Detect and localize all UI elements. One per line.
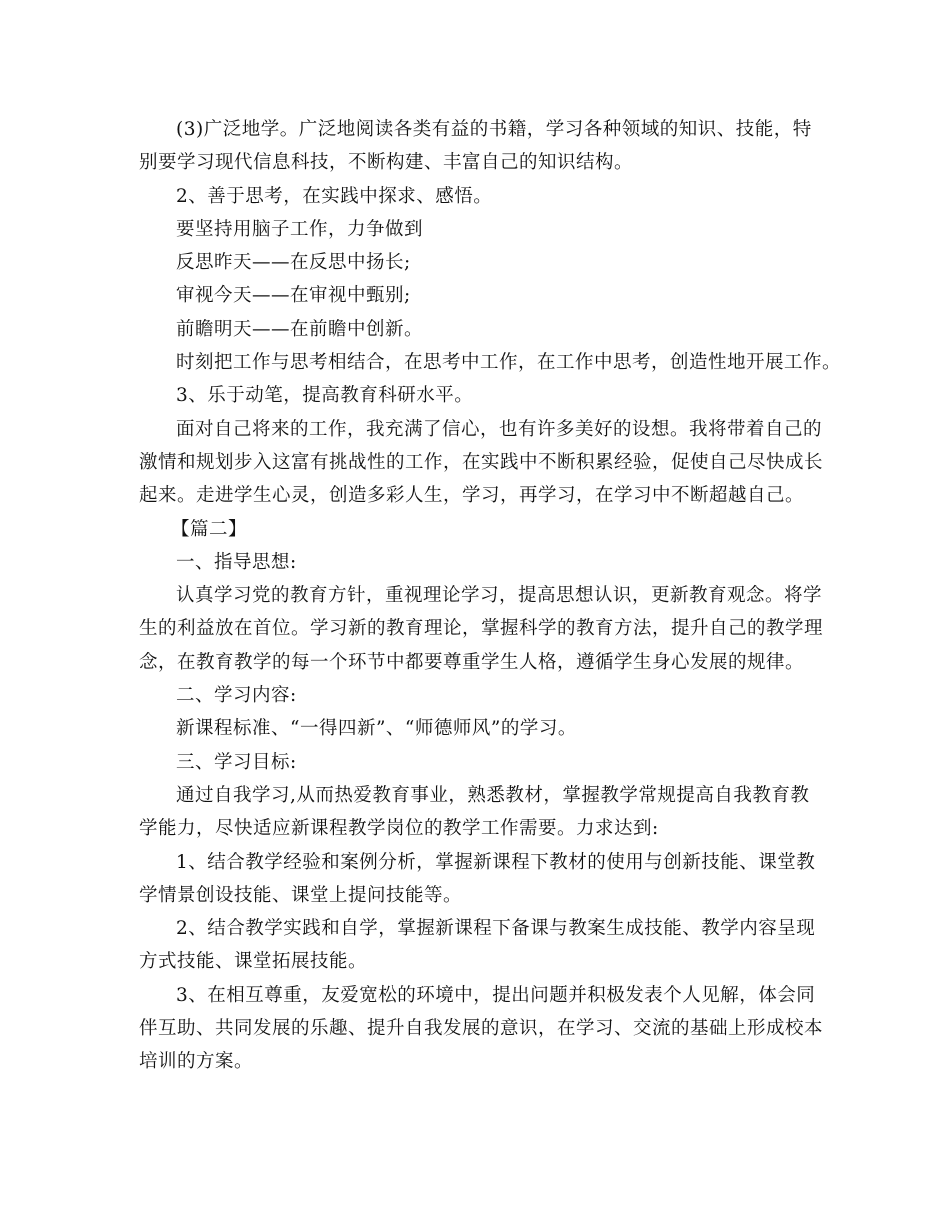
paragraph-line: 前瞻明天——在前瞻中创新。 — [176, 318, 424, 340]
section-heading: 【篇二】 — [171, 518, 248, 540]
paragraph-line: 反思昨天——在反思中扬长; — [176, 252, 411, 274]
paragraph-line: (3)广泛地学。广泛地阅读各类有益的书籍，学习各种领域的知识、技能，特 — [176, 119, 812, 140]
paragraph-line: 学能力，尽快适应新课程教学岗位的教学工作需要。力求达到: — [139, 818, 659, 840]
section-title: 二、学习内容: — [176, 685, 297, 707]
paragraph-line: 新课程标准、“一得四新”、“师德师风”的学习。 — [176, 718, 577, 740]
paragraph-line: 2、结合教学实践和自学，掌握新课程下备课与教案生成技能、教学内容呈现 — [176, 918, 816, 940]
paragraph-line: 3、在相互尊重，友爱宽松的环境中，提出问题并积极发表个人见解，体会同 — [176, 984, 816, 1006]
paragraph-line: 念，在教育教学的每一个环节中都要尊重学生人格，遵循学生身心发展的规律。 — [139, 651, 805, 673]
paragraph-line: 要坚持用脑子工作，力争做到 — [176, 218, 424, 240]
paragraph-line: 时刻把工作与思考相结合，在思考中工作，在工作中思考，创造性地开展工作。 — [176, 352, 842, 374]
paragraph-line: 3、乐于动笔，提高教育科研水平。 — [176, 385, 474, 407]
paragraph-line: 起来。走进学生心灵，创造多彩人生，学习，再学习，在学习中不断超越自己。 — [139, 485, 805, 507]
section-title: 三、学习目标: — [176, 751, 297, 773]
document-body — [139, 113, 842, 1079]
paragraph-line: 2、善于思考，在实践中探求、感悟。 — [176, 185, 493, 207]
paragraph-line: 学情景创设技能、课堂上提问技能等。 — [139, 884, 463, 906]
section-title: 一、指导思想: — [176, 551, 297, 573]
paragraph-line: 通过自我学习,从而热爱教育事业，熟悉教材，掌握教学常规提高自我教育教 — [176, 784, 810, 806]
paragraph-line: 面对自己将来的工作，我充满了信心，也有许多美好的设想。我将带着自己的 — [176, 418, 823, 440]
paragraph-line: 激情和规划步入这富有挑战性的工作，在实践中不断积累经验，促使自己尽快成长 — [139, 451, 824, 473]
paragraph-line: 1、结合教学经验和案例分析，掌握新课程下教材的使用与创新技能、课堂教 — [176, 851, 816, 873]
paragraph-line: 方式技能、课堂拓展技能。 — [139, 951, 368, 973]
paragraph-line: 审视今天——在审视中甄别; — [176, 285, 411, 307]
paragraph-line: 伴互助、共同发展的乐趣、提升自我发展的意识，在学习、交流的基础上形成校本 — [139, 1018, 824, 1040]
paragraph-line: 认真学习党的教育方针，重视理论学习，提高思想认识，更新教育观念。将学 — [176, 585, 823, 607]
paragraph-line: 别要学习现代信息科技，不断构建、丰富自己的知识结构。 — [139, 152, 634, 174]
paragraph-line: 生的利益放在首位。学习新的教育理论，掌握科学的教育方法，提升自己的教学理 — [139, 618, 824, 640]
paragraph-line: 培训的方案。 — [139, 1051, 254, 1073]
